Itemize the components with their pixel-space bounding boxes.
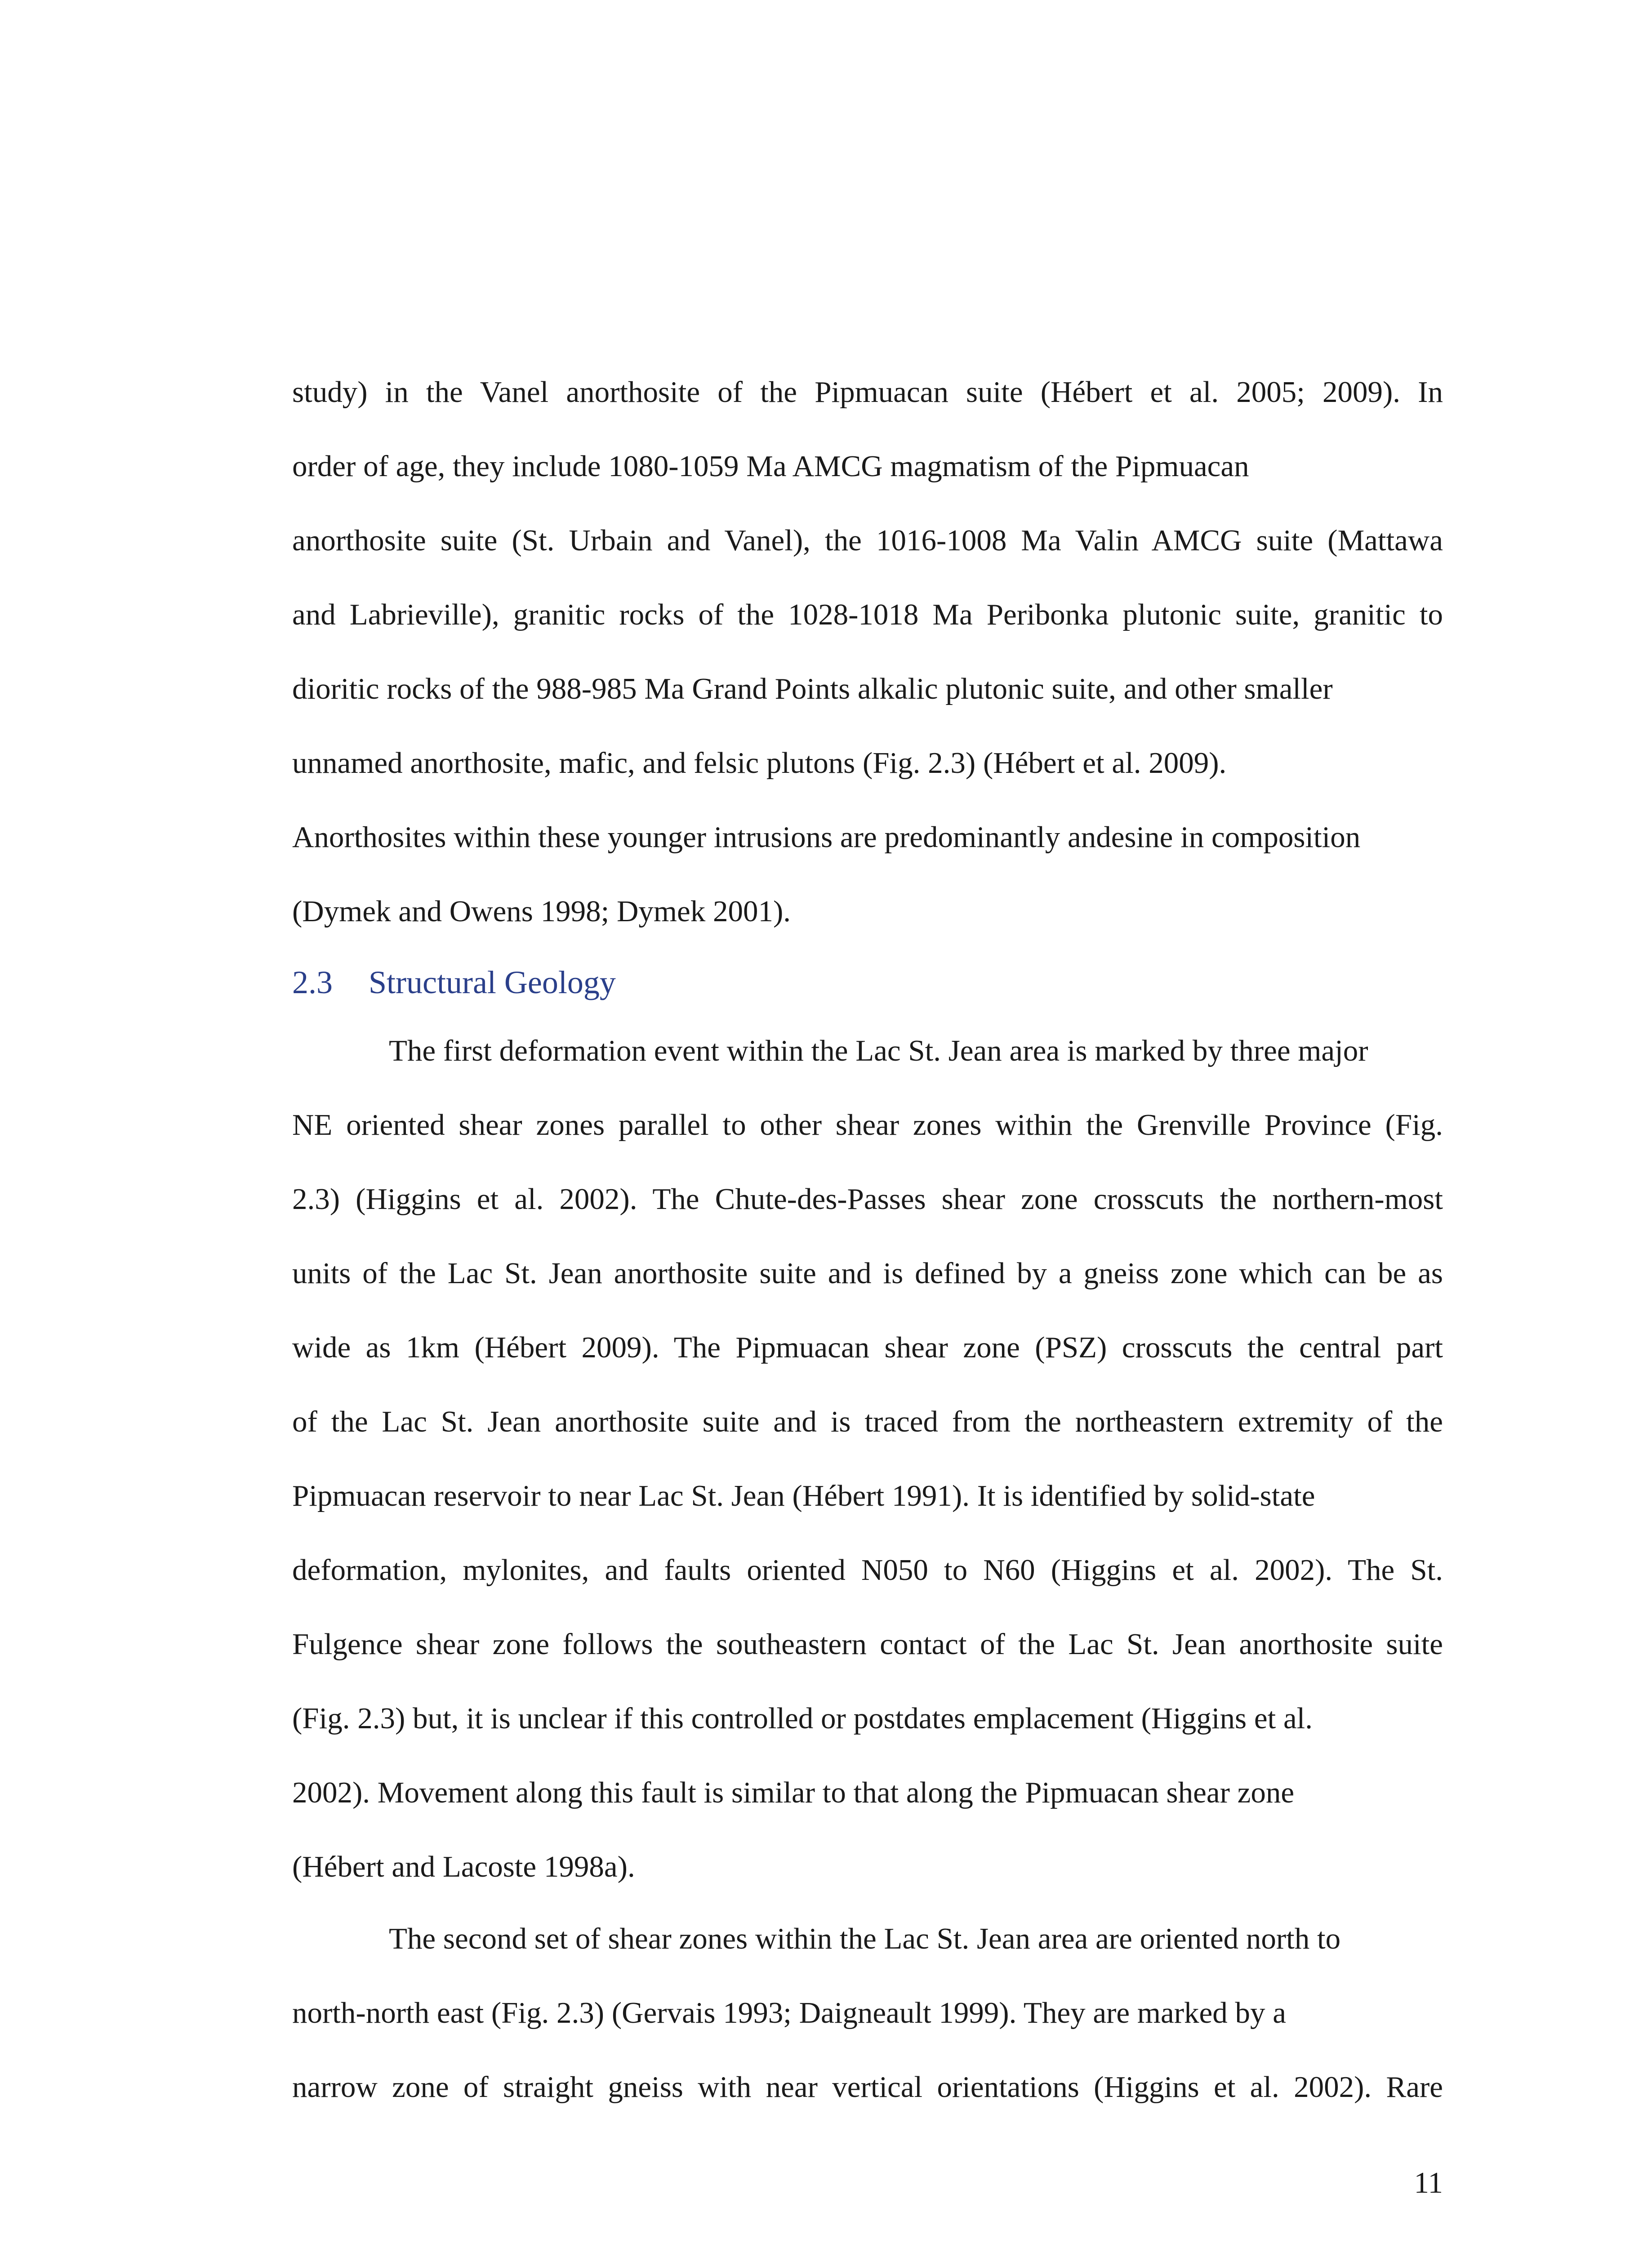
paragraph-1-line: Anorthosites within these younger intrusions are predominantly andesine in composition — [292, 821, 1361, 854]
paragraph-2-line: (Hébert and Lacoste 1998a). — [292, 1850, 635, 1883]
paragraph-2-line: units of the Lac St. Jean anorthosite suite and is defined by a gneiss zone which can be as — [292, 1257, 1443, 1290]
paragraph-1-line: anorthosite suite (St. Urbain and Vanel), the 1016-1008 Ma Valin AMCG suite (Mattawa — [292, 524, 1443, 557]
paragraph-1-line: study) in the Vanel anorthosite of the Pipmuacan suite (Hébert et al. 2005; 2009). In — [292, 375, 1443, 409]
paragraph-2-line: 2002). Movement along this fault is similar to that along the Pipmuacan shear zone — [292, 1776, 1295, 1809]
paragraph-1-line: unnamed anorthosite, mafic, and felsic plutons (Fig. 2.3) (Hébert et al. 2009). — [292, 746, 1227, 780]
paragraph-3-line: The second set of shear zones within the Lac St. Jean area are oriented north to — [389, 1922, 1341, 1955]
paragraph-2 — [292, 1014, 1443, 1904]
page-number: 11 — [1414, 2166, 1443, 2199]
paragraph-2-line: (Fig. 2.3) but, it is unclear if this controlled or postdates emplacement (Higgins et al. — [292, 1702, 1313, 1735]
paragraph-2-line: wide as 1km (Hébert 2009). The Pipmuacan shear zone (PSZ) crosscuts the central part — [292, 1331, 1443, 1364]
paragraph-1-line: (Dymek and Owens 1998; Dymek 2001). — [292, 895, 791, 928]
paragraph-1-line: and Labrieville), granitic rocks of the 1028-1018 Ma Peribonka plutonic suite, granitic to — [292, 598, 1443, 631]
paragraph-2-line: 2.3) (Higgins et al. 2002). The Chute-des-Passes shear zone crosscuts the northern-most — [292, 1182, 1443, 1216]
paragraph-3 — [292, 1902, 1443, 2124]
section-number: 2.3 — [292, 964, 333, 1000]
paragraph-1-line: dioritic rocks of the 988-985 Ma Grand Points alkalic plutonic suite, and other smaller — [292, 672, 1333, 705]
paragraph-2-line: of the Lac St. Jean anorthosite suite and is traced from the northeastern extremity of the — [292, 1405, 1443, 1438]
section-heading — [292, 955, 616, 1009]
paragraph-2-line: Pipmuacan reservoir to near Lac St. Jean (Hébert 1991). It is identified by solid-state — [292, 1479, 1315, 1512]
paragraph-3-line: north-north east (Fig. 2.3) (Gervais 1993; Daigneault 1999). They are marked by a — [292, 1996, 1286, 2029]
paragraph-2-line: deformation, mylonites, and faults oriented N050 to N60 (Higgins et al. 2002). The St. — [292, 1553, 1443, 1587]
section-title: Structural Geology — [369, 964, 616, 1000]
paragraph-3-line: narrow zone of straight gneiss with near vertical orientations (Higgins et al. 2002). Rare — [292, 2070, 1443, 2104]
paragraph-2-line: The first deformation event within the Lac St. Jean area is marked by three major — [389, 1034, 1368, 1067]
paragraph-2-line: Fulgence shear zone follows the southeastern contact of the Lac St. Jean anorthosite suite — [292, 1628, 1443, 1661]
paragraph-1 — [292, 355, 1443, 949]
paragraph-2-line: NE oriented shear zones parallel to other shear zones within the Grenville Province (Fig. — [292, 1108, 1443, 1142]
paragraph-1-line: order of age, they include 1080-1059 Ma AMCG magmatism of the Pipmuacan — [292, 450, 1249, 483]
